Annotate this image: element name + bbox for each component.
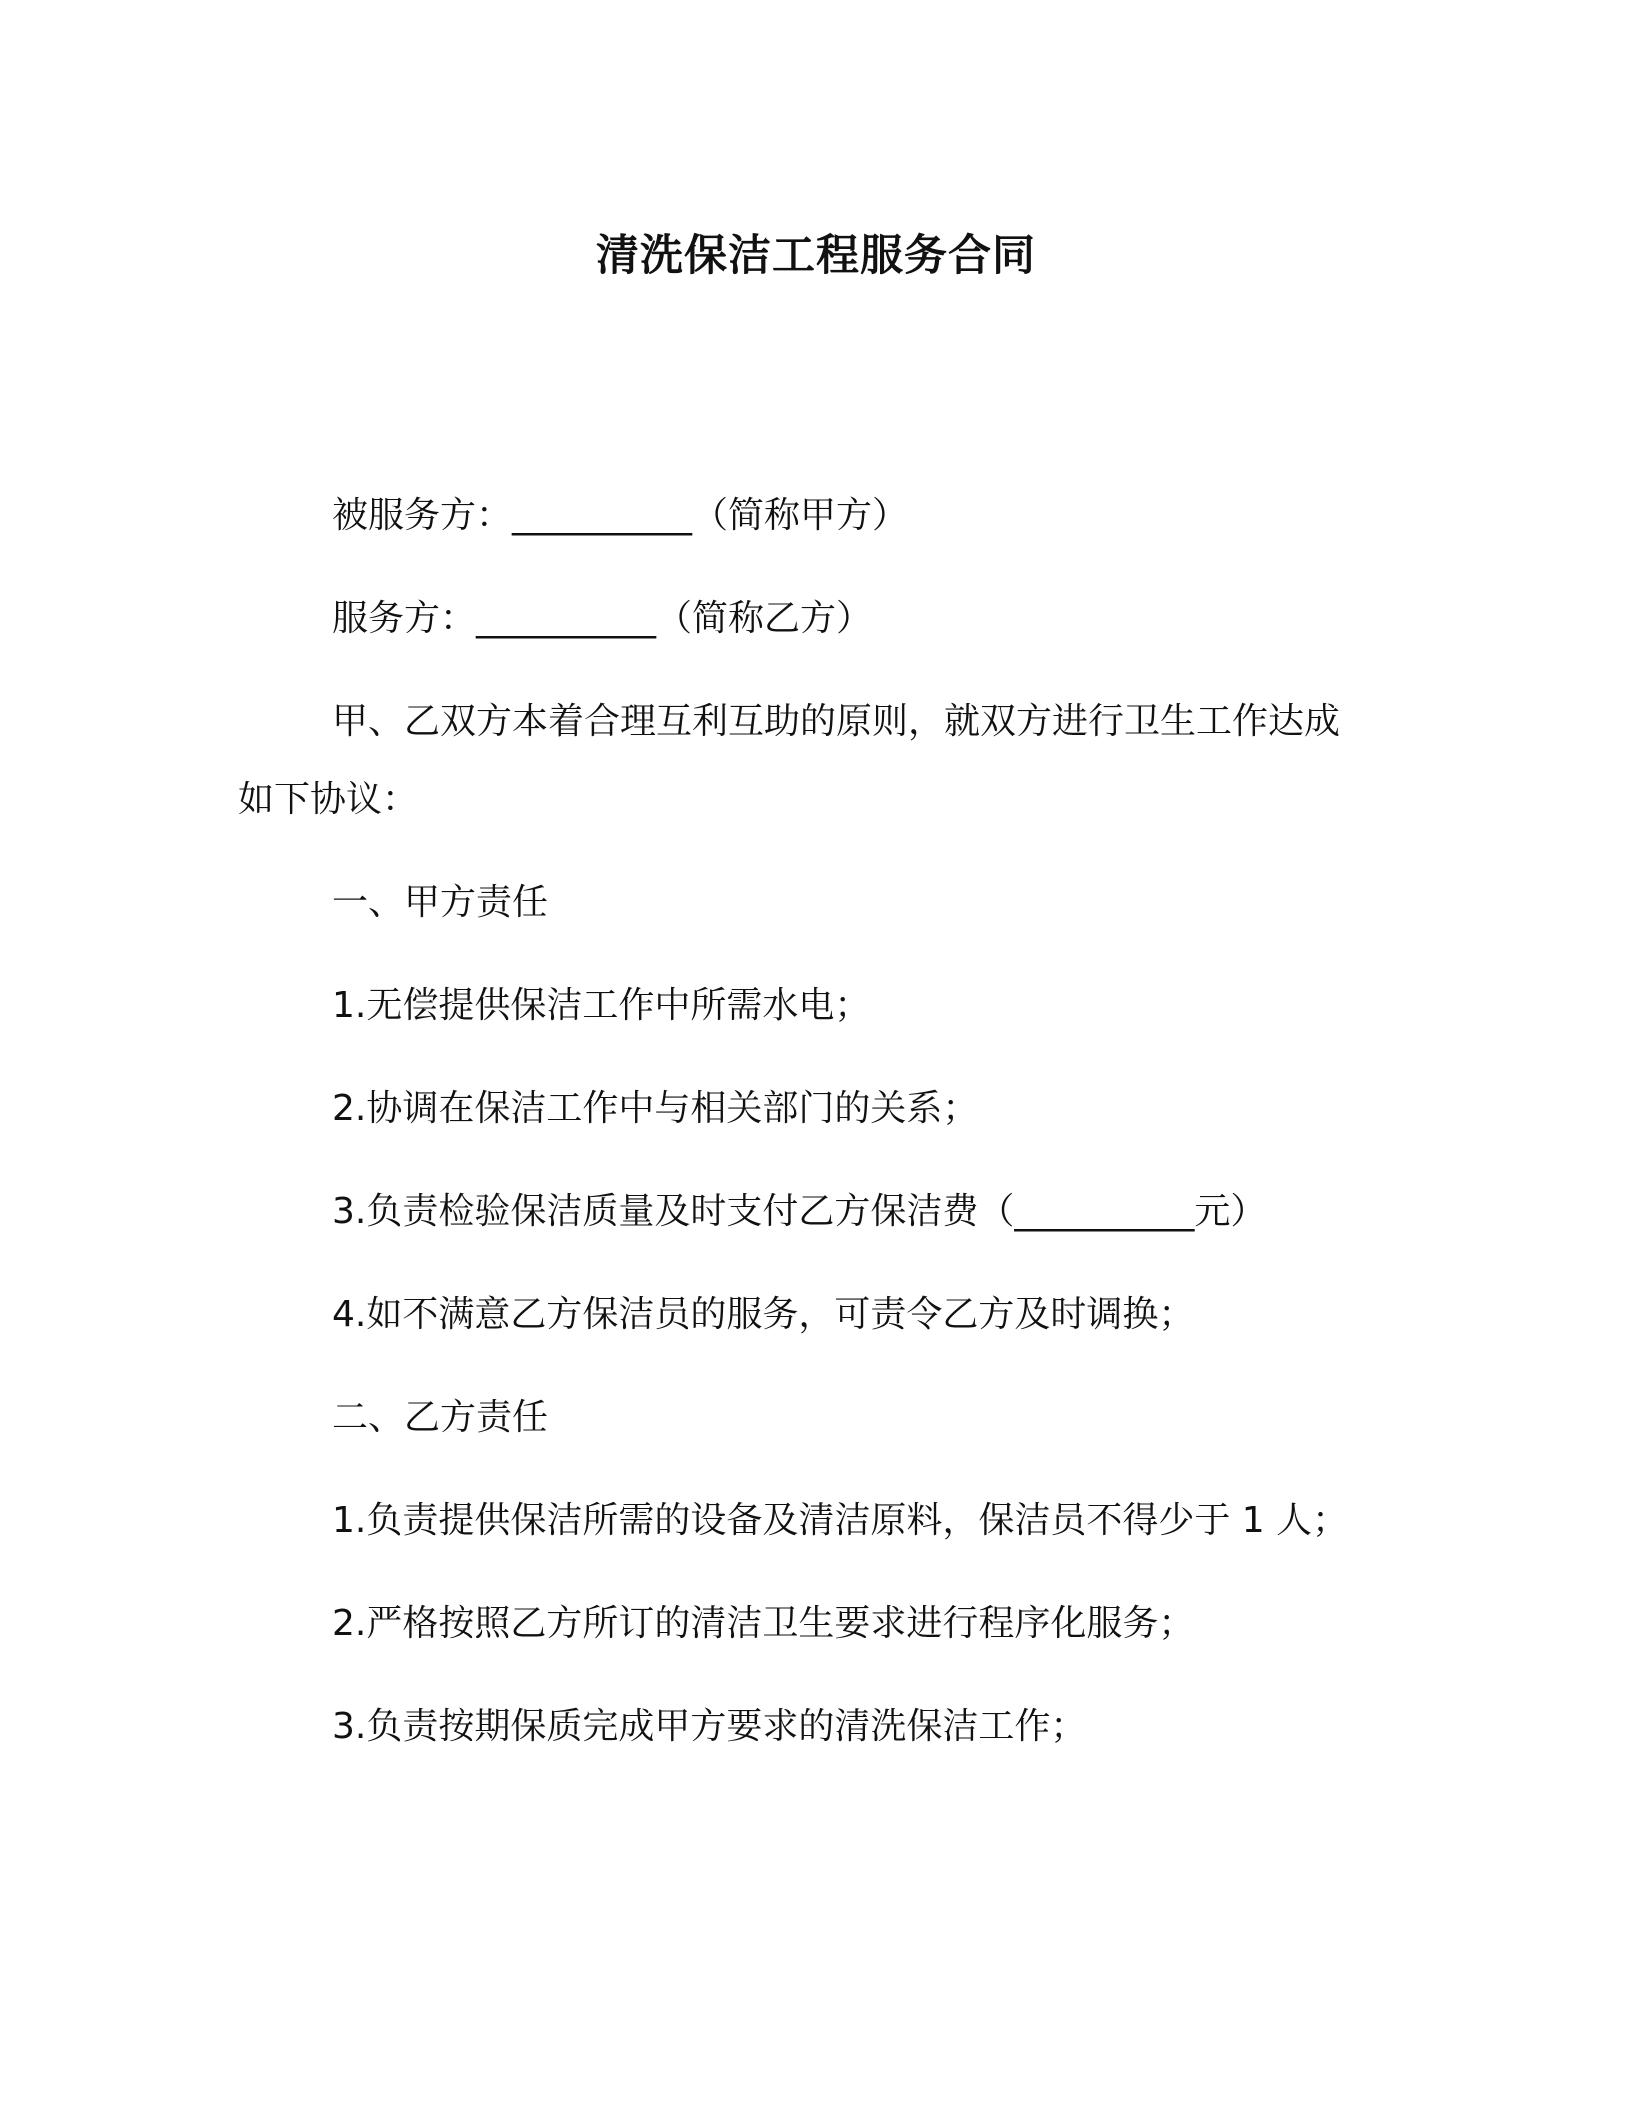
preamble-line-2: 如下协议： <box>238 779 419 820</box>
section-a-heading: 一、甲方责任 <box>332 882 549 923</box>
section-b-item: 2.严格按照乙方所订的清洁卫生要求进行程序化服务； <box>332 1603 1195 1644</box>
document-title: 清洗保洁工程服务合同 <box>596 231 1036 281</box>
provider-party-line: 服务方：__________（简称乙方） <box>332 598 873 639</box>
section-a-item: 4.如不满意乙方保洁员的服务，可责令乙方及时调换； <box>332 1294 1195 1335</box>
preamble-line-1: 甲、乙双方本着合理互利互助的原则，就双方进行卫生工作达成 <box>332 701 1341 742</box>
section-a-item: 2.协调在保洁工作中与相关部门的关系； <box>332 1088 979 1129</box>
section-b-heading: 二、乙方责任 <box>332 1397 549 1438</box>
section-a-item: 3.负责检验保洁质量及时支付乙方保洁费（__________元） <box>332 1191 1267 1232</box>
section-b-item: 3.负责按期保质完成甲方要求的清洗保洁工作； <box>332 1706 1087 1747</box>
section-b-item: 1.负责提供保洁所需的设备及清洁原料，保洁员不得少于 1 人； <box>332 1500 1349 1541</box>
section-a-item: 1.无偿提供保洁工作中所需水电； <box>332 985 871 1026</box>
client-party-line: 被服务方：__________（简称甲方） <box>332 495 909 536</box>
